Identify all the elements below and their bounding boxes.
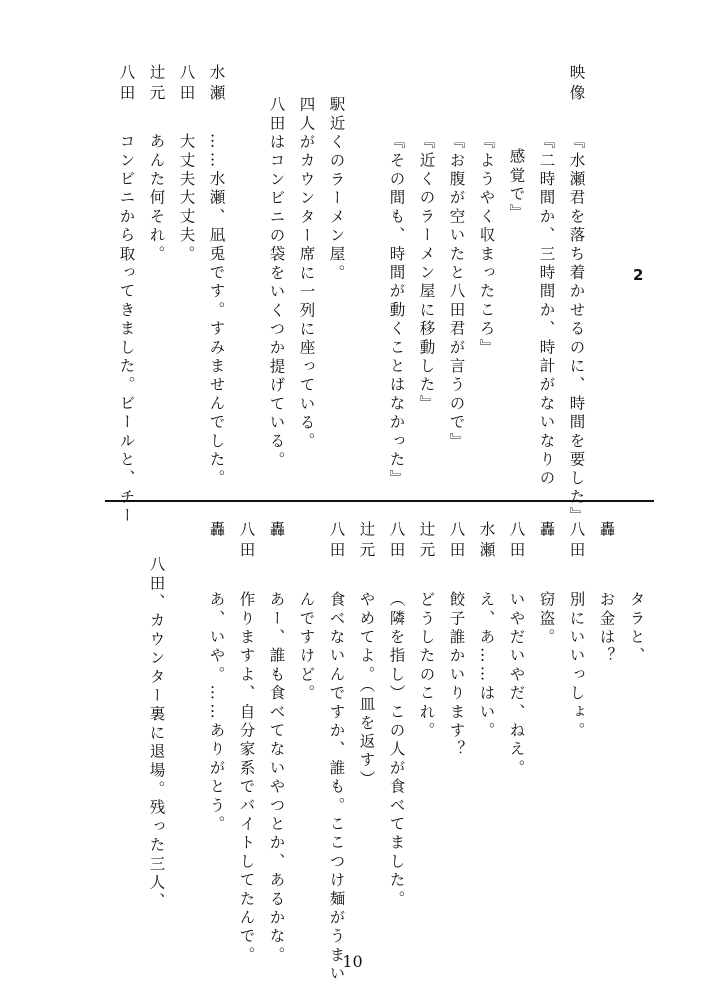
dialogue-line: え、あ……はい。 [477, 591, 496, 741]
speaker-name: 八田 [507, 521, 526, 562]
dialogue-line: あんた何それ。 [147, 133, 166, 264]
speaker-name: 辻元 [357, 521, 376, 562]
stage-direction: 四人がカウンター席に一列に座っている。 [297, 96, 316, 452]
speaker-name: 轟 [597, 521, 616, 542]
section-divider [105, 500, 654, 502]
stage-direction: 八田はコンビニの袋をいくつか提げている。 [267, 96, 286, 470]
speaker-name: 八田 [447, 521, 466, 562]
narration-line: 『近くのラーメン屋に移動した』 [417, 133, 436, 414]
speaker-name: 轟 [537, 521, 556, 542]
narration-line: 『その間も、時間が動くことはなかった』 [387, 133, 406, 489]
dialogue-line: 食べないんですか、誰も。ここつけ麺がうまい [327, 591, 346, 984]
dialogue-line: 窃盗。 [537, 591, 556, 648]
speaker-name: 八田 [237, 521, 256, 562]
speaker-name: 水瀬 [207, 64, 226, 105]
dialogue-line: ……水瀬、凪兎です。すみませんでした。 [207, 133, 226, 489]
dialogue-line: んですけど。 [297, 591, 316, 704]
narration-line: 『ようやく収まったころ』 [477, 133, 496, 358]
narration-line: 『水瀬君を落ち着かせるのに、時間を要した』 [567, 133, 586, 526]
speaker-eizou: 映像 [567, 64, 586, 105]
dialogue-line: 別にいいっしょ。 [567, 591, 586, 741]
dialogue-line: タラと、 [627, 591, 646, 666]
dialogue-line: あー、誰も食べてないやつとか、あるかな。 [267, 591, 286, 965]
narration-line: 『二時間か、三時間か、時計がないなりの [537, 133, 556, 489]
speaker-name: 辻元 [147, 64, 166, 105]
speaker-name: 八田 [327, 521, 346, 562]
dialogue-line: 餃子誰かいります？ [447, 591, 466, 760]
stage-direction: 八田、カウンター裏に退場。残った三人、 [147, 556, 166, 912]
narration-line: 感覚で』 [507, 148, 526, 223]
speaker-name: 八田 [177, 64, 196, 105]
speaker-name: 水瀬 [477, 521, 496, 562]
speaker-name: 辻元 [417, 521, 436, 562]
scene-number: 2 [633, 266, 644, 284]
narration-line: 『お腹が空いたと八田君が言うので』 [447, 133, 466, 451]
dialogue-line: コンビニから取ってきました。ビールと、チー [117, 133, 136, 526]
speaker-name: 八田 [387, 521, 406, 562]
dialogue-line: 作りますよ、自分家系でバイトしてたんで。 [237, 591, 256, 965]
dialogue-line: （隣を指し）この人が食べてました。 [387, 591, 406, 909]
speaker-name: 轟 [267, 521, 286, 542]
speaker-name: 八田 [567, 521, 586, 562]
stage-direction: 駅近くのラーメン屋。 [327, 96, 346, 283]
dialogue-line: 大丈夫大丈夫。 [177, 133, 196, 264]
speaker-name: 八田 [117, 64, 136, 105]
speaker-name: 轟 [207, 521, 226, 542]
dialogue-line: あ、いや。……ありがとう。 [207, 591, 226, 835]
dialogue-line: いやだいやだ、ねえ。 [507, 591, 526, 778]
dialogue-line: どうしたのこれ。 [417, 591, 436, 741]
dialogue-line: お金は？ [597, 591, 616, 666]
dialogue-line: やめてよ。（皿を返す） [357, 591, 376, 789]
page-number: 10 [342, 952, 363, 971]
